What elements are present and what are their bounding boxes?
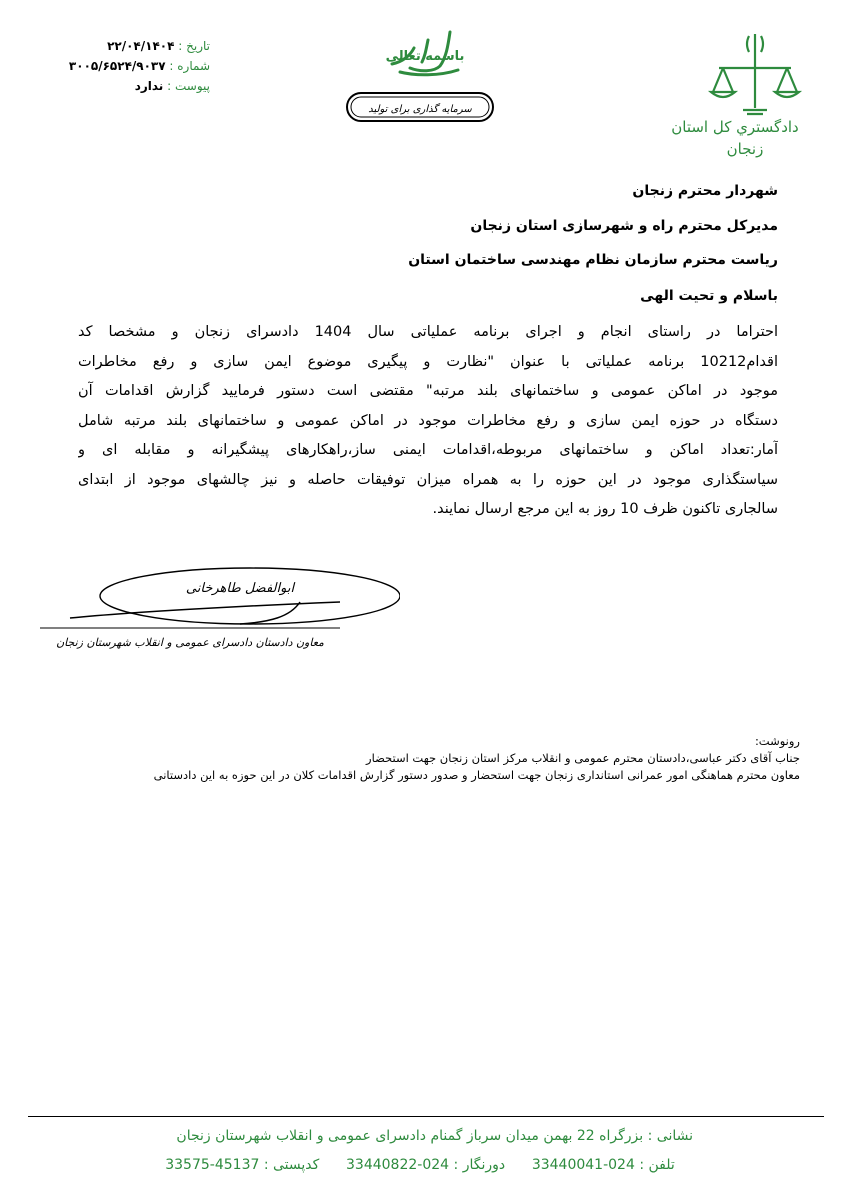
body-line: احتراما در راستای انجام و اجرای برنامه عملیاتی سال 1404 دادسرای زنجان و مشخصا کد xyxy=(78,324,778,340)
fax-label: دورنگار : xyxy=(453,1157,506,1173)
attachment-label: پیوست : xyxy=(167,79,210,93)
signer-name: ابوالفضل طاهرخانی xyxy=(185,581,295,596)
addressee-roads-dept: مدیرکل محترم راه و شهرسازی استان زنجان xyxy=(470,218,778,234)
org-province: زنجان xyxy=(726,140,764,158)
bismillah-calligraphy xyxy=(380,26,470,80)
number-value: ۳۰۰۵/۶۵۲۴/۹۰۳۷ xyxy=(68,59,166,73)
footer-address: نشانی : بزرگراه 22 بهمن میدان سرباز گمنام دادسرای عمومی و انقلاب شهرستان زنجان xyxy=(176,1128,693,1144)
handwritten-signature xyxy=(40,562,400,662)
body-line: دستگاه در حوزه ایمن سازی و رفع مخاطرات موجود در اماکن عمومی و ساختمانهای بلند مرتبه شامل xyxy=(78,412,778,429)
number-row xyxy=(30,56,210,76)
signer-title: معاون دادستان دادسرای عمومی و انقلاب شهرستان زنجان xyxy=(56,636,324,649)
addressee-engineering-org: ریاست محترم سازمان نظام مهندسی ساختمان استان xyxy=(408,252,778,268)
postal-label: کدپستی : xyxy=(263,1157,320,1173)
body-line: موجود در اماکن عمومی و ساختمانهای بلند مرتبه" مقتضی است دستور فرمایید گزارش اقدامات آن xyxy=(78,383,778,399)
addressee-mayor: شهردار محترم زنجان xyxy=(632,183,778,199)
attachment-value: ندارد xyxy=(134,79,164,93)
cc-line: معاون محترم هماهنگی امور عمرانی استانداری زنجان جهت استحضار و صدور دستور گزارش اقدامات کلان در این حوزه به این دادستانی xyxy=(153,768,800,782)
date-value: ۲۲/۰۴/۱۴۰۴ xyxy=(107,39,175,53)
body-line: سیاستگذاری موجود در این حوزه را به همراه میزان توفیقات حاصله و نیز چالشهای موجود از ابتدای xyxy=(78,471,778,488)
footer-divider xyxy=(28,1116,824,1117)
cc-line: جناب آقای دکتر عباسی،دادستان محترم عمومی و انقلاب مرکز استان زنجان جهت استحضار xyxy=(366,751,800,765)
number-label: شماره : xyxy=(169,59,210,73)
body-line: سالجاری تاکنون ظرف 10 روز به این مرجع ارسال نمایند. xyxy=(432,501,778,517)
phone-value: 024-33440041 xyxy=(531,1157,635,1173)
letter-body xyxy=(78,318,778,525)
slogan-text: سرمایه گذاری برای تولید xyxy=(368,104,472,115)
bismillah-text: باسمه تعالی xyxy=(385,49,465,64)
fax-value: 024-33440822 xyxy=(346,1157,450,1173)
body-line: آمار:تعداد اماکن و ساختمانهای مربوطه،اقدامات ایمنی ساز،راهکارهای پیشگیرانه و مقابله ای و xyxy=(78,442,778,458)
greeting: باسلام و تحیت الهی xyxy=(640,288,778,304)
cc-section xyxy=(20,733,800,784)
footer-contacts xyxy=(120,1157,720,1173)
attachment-row xyxy=(30,76,210,96)
body-line: اقدام10212 برنامه عملیاتی با عنوان "نظارت و پیگیری موضوع ایمن سازی و رفع مخاطرات xyxy=(78,353,778,370)
postal-value: 45137-33575 xyxy=(165,1157,260,1173)
phone-label: تلفن : xyxy=(639,1157,675,1173)
cc-heading: رونوشت: xyxy=(754,734,800,748)
date-row xyxy=(30,36,210,56)
letter-meta xyxy=(30,36,210,96)
slogan-banner xyxy=(345,90,495,124)
iran-emblem-scales-icon xyxy=(705,30,805,120)
org-name: دادگستري كل استان xyxy=(671,118,799,136)
date-label: تاریخ : xyxy=(178,39,210,53)
